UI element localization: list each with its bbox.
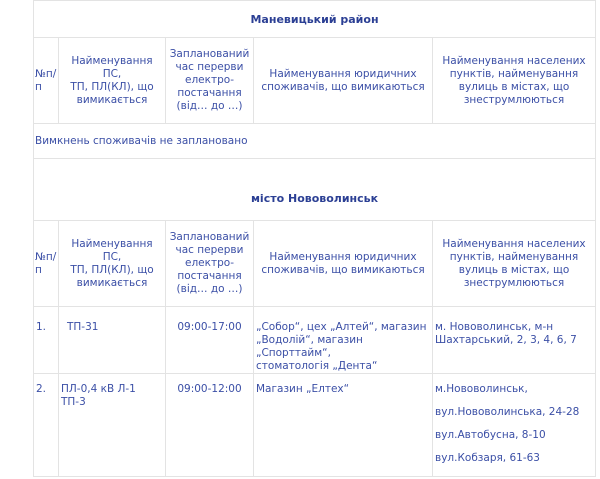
row-settlements: м. Нововолинськ, м-н Шахтарський, 2, 3, 4, 6, 7 xyxy=(433,307,596,374)
no-outage-note: Вимкнень споживачів не заплановано xyxy=(34,124,596,159)
header-settlements: Найменування населених пунктів, найменування вулиць в містах, що знеструмлюються xyxy=(433,38,596,124)
row-object: ПЛ-0,4 кВ Л-1 ТП-3 xyxy=(59,374,166,477)
header-num: №п/ п xyxy=(34,221,59,307)
row-time: 09:00-17:00 xyxy=(166,307,254,374)
header-num: №п/ п xyxy=(34,38,59,124)
row-object: ТП-31 xyxy=(59,307,166,374)
header-time: Запланований час перерви електро- постачання (від… до …) xyxy=(166,38,254,124)
header-settlements: Найменування населених пунктів, найменування вулиць в містах, що знеструмлюються xyxy=(433,221,596,307)
row-time: 09:00-12:00 xyxy=(166,374,254,477)
header-object: Найменування ПС, ТП, ПЛ(КЛ), що вимикається xyxy=(59,38,166,124)
note-row xyxy=(34,124,596,159)
section-title-row xyxy=(34,1,596,38)
row-consumers: „Собор“, цех „Алтей“, магазин „Водолій“, магазин „Спорттайм“, стоматологія „Дента“ xyxy=(254,307,433,374)
row-consumers: Магазин „Елтех“ xyxy=(254,374,433,477)
header-consumers: Найменування юридичних споживачів, що вимикаються xyxy=(254,221,433,307)
header-row xyxy=(34,38,596,124)
outage-table xyxy=(33,0,596,477)
header-object: Найменування ПС, ТП, ПЛ(КЛ), що вимикається xyxy=(59,221,166,307)
row-num: 1. xyxy=(34,307,59,374)
header-consumers: Найменування юридичних споживачів, що вимикаються xyxy=(254,38,433,124)
table-row xyxy=(34,307,596,374)
row-settlements: м.Нововолинськ, вул.Нововолинська, 24-28 вул.Автобусна, 8-10 вул.Кобзаря, 61-63 xyxy=(433,374,596,477)
section-title-row xyxy=(34,159,596,221)
row-num: 2. xyxy=(34,374,59,477)
table-row xyxy=(34,374,596,477)
section-title: Маневицький район xyxy=(34,1,596,38)
section-title: місто Нововолинськ xyxy=(34,159,596,221)
header-time: Запланований час перерви електро- постачання (від… до …) xyxy=(166,221,254,307)
header-row xyxy=(34,221,596,307)
